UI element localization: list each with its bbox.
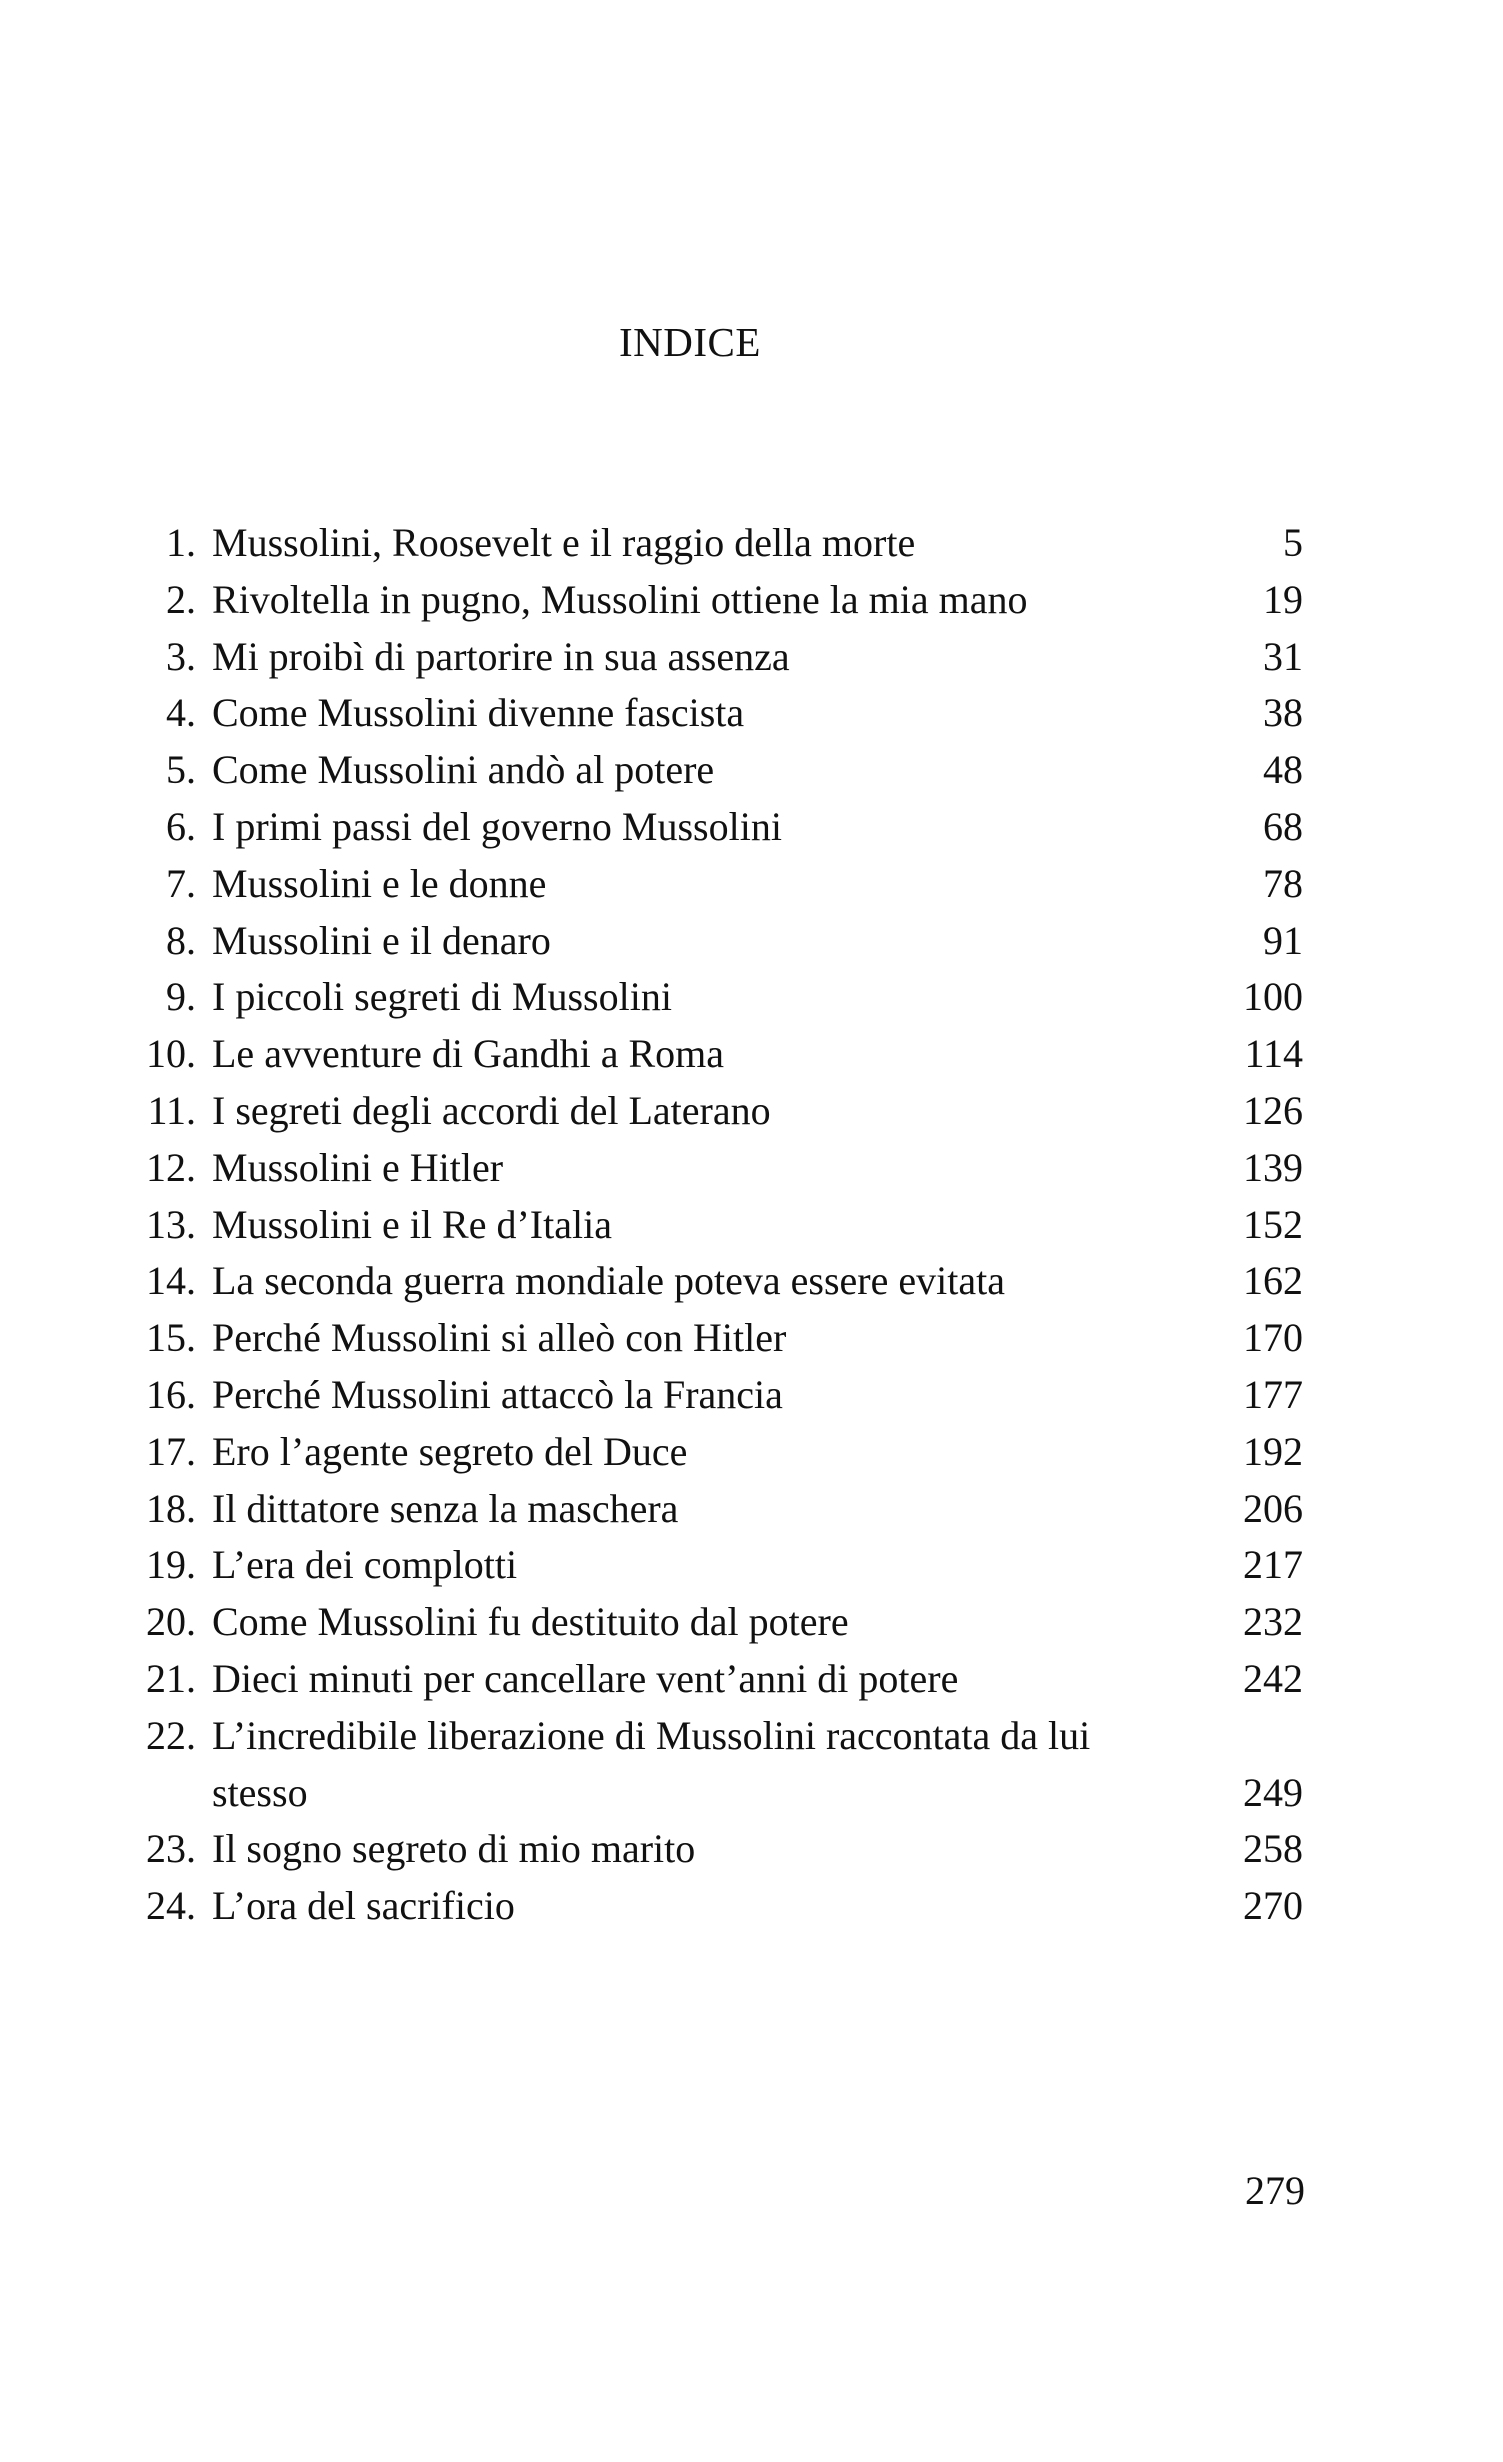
toc-entry-number: 20. bbox=[146, 1599, 196, 1645]
toc-entry bbox=[118, 1253, 1303, 1310]
toc-entry bbox=[118, 913, 1303, 970]
toc-entry bbox=[118, 969, 1303, 1026]
toc-entry-number: 16. bbox=[146, 1371, 196, 1417]
toc-entry-number: 22. bbox=[146, 1712, 196, 1758]
toc-entry-page: 242 bbox=[1243, 1655, 1303, 1701]
toc-entry-title: Come Mussolini fu destituito dal potere bbox=[212, 1599, 849, 1645]
toc-entry-number: 12. bbox=[146, 1144, 196, 1190]
toc-entry bbox=[118, 1367, 1303, 1424]
toc-entry-title: Il sogno segreto di mio marito bbox=[212, 1826, 696, 1872]
toc-entry bbox=[118, 1537, 1303, 1594]
toc-entry-title: Il dittatore senza la maschera bbox=[212, 1485, 679, 1531]
toc-entry bbox=[118, 629, 1303, 686]
toc-entry-page: 152 bbox=[1243, 1201, 1303, 1247]
toc-entry-page: 126 bbox=[1243, 1087, 1303, 1133]
toc-entry-page: 19 bbox=[1263, 576, 1303, 622]
toc-entry bbox=[118, 1424, 1303, 1481]
toc-entry-title: Perché Mussolini si alleò con Hitler bbox=[212, 1315, 787, 1361]
toc-entry-number: 13. bbox=[146, 1201, 196, 1247]
toc-entry bbox=[118, 1310, 1303, 1367]
toc-entry-page: 258 bbox=[1243, 1826, 1303, 1872]
toc-entry-number: 5. bbox=[166, 747, 196, 793]
toc-entry-page: 217 bbox=[1243, 1542, 1303, 1588]
toc-entry-page: 78 bbox=[1263, 860, 1303, 906]
toc-entry-title: Ero l’agente segreto del Duce bbox=[212, 1428, 688, 1474]
toc-entry-number: 2. bbox=[166, 576, 196, 622]
toc-entry-number: 11. bbox=[147, 1087, 196, 1133]
toc-entry-number: 21. bbox=[146, 1655, 196, 1701]
toc-entry bbox=[118, 1140, 1303, 1197]
toc-entry-number: 6. bbox=[166, 803, 196, 849]
toc-entry bbox=[118, 799, 1303, 856]
toc-entry bbox=[118, 1594, 1303, 1651]
toc-entry-page: 139 bbox=[1243, 1144, 1303, 1190]
toc-entry-title: I primi passi del governo Mussolini bbox=[212, 803, 782, 849]
toc-entry-page: 177 bbox=[1243, 1371, 1303, 1417]
toc-entry bbox=[118, 856, 1303, 913]
toc-entry-number: 23. bbox=[146, 1826, 196, 1872]
toc-entry-page: 68 bbox=[1263, 803, 1303, 849]
toc-entry-title: L’incredibile liberazione di Mussolini raccontata da lui stesso bbox=[212, 1712, 1091, 1815]
toc-entry-page: 114 bbox=[1244, 1031, 1303, 1077]
page-title: INDICE bbox=[619, 319, 761, 365]
toc-entry bbox=[118, 1708, 1303, 1822]
table-of-contents bbox=[118, 515, 1303, 1935]
toc-entry-title: I segreti degli accordi del Laterano bbox=[212, 1087, 771, 1133]
toc-entry-number: 10. bbox=[146, 1031, 196, 1077]
toc-entry bbox=[118, 742, 1303, 799]
toc-entry bbox=[118, 515, 1303, 572]
toc-entry-page: 91 bbox=[1263, 917, 1303, 963]
toc-entry-title: La seconda guerra mondiale poteva essere evitata bbox=[212, 1258, 1005, 1304]
toc-entry-title: L’ora del sacrificio bbox=[212, 1883, 515, 1929]
toc-entry-title: Come Mussolini divenne fascista bbox=[212, 690, 745, 736]
toc-entry-page: 192 bbox=[1243, 1428, 1303, 1474]
toc-entry-page: 270 bbox=[1243, 1883, 1303, 1929]
toc-entry-page: 5 bbox=[1283, 520, 1303, 565]
toc-entry-title: Mussolini, Roosevelt e il raggio della morte bbox=[212, 520, 916, 565]
toc-entry-title: Mussolini e il Re d’Italia bbox=[212, 1201, 612, 1247]
toc-entry-number: 18. bbox=[146, 1485, 196, 1531]
toc-entry-title: Rivoltella in pugno, Mussolini ottiene la mia mano bbox=[212, 576, 1028, 622]
toc-entry-title: Mussolini e il denaro bbox=[212, 917, 551, 963]
toc-entry bbox=[118, 1821, 1303, 1878]
toc-entry-page: 162 bbox=[1243, 1258, 1303, 1304]
toc-entry-page: 232 bbox=[1243, 1599, 1303, 1645]
page-number: 279 bbox=[1245, 2168, 1305, 2213]
toc-entry-number: 17. bbox=[146, 1428, 196, 1474]
toc-entry-title: Come Mussolini andò al potere bbox=[212, 747, 715, 793]
toc-entry-page: 206 bbox=[1243, 1485, 1303, 1531]
toc-entry-title: Le avventure di Gandhi a Roma bbox=[212, 1031, 725, 1077]
toc-entry bbox=[118, 1878, 1303, 1935]
toc-entry-number: 14. bbox=[146, 1258, 196, 1304]
toc-entry bbox=[118, 572, 1303, 629]
toc-entry-number: 15. bbox=[146, 1315, 196, 1361]
toc-entry-number: 7. bbox=[166, 860, 196, 906]
toc-entry-title: Mi proibì di partorire in sua assenza bbox=[212, 633, 790, 679]
toc-entry-title: Mussolini e Hitler bbox=[212, 1144, 504, 1190]
toc-entry-number: 8. bbox=[166, 917, 196, 963]
toc-entry-page: 170 bbox=[1243, 1315, 1303, 1361]
toc-entry-number: 1. bbox=[166, 520, 196, 565]
toc-entry-page: 249 bbox=[1243, 1769, 1303, 1815]
toc-entry-number: 3. bbox=[166, 633, 196, 679]
toc-entry-page: 31 bbox=[1263, 633, 1303, 679]
toc-entry-number: 19. bbox=[146, 1542, 196, 1588]
toc-entry-title: L’era dei complotti bbox=[212, 1542, 518, 1588]
toc-entry bbox=[118, 1083, 1303, 1140]
toc-entry-number: 4. bbox=[166, 690, 196, 736]
toc-entry-page: 100 bbox=[1243, 974, 1303, 1020]
toc-entry bbox=[118, 685, 1303, 742]
toc-entry-title: Perché Mussolini attaccò la Francia bbox=[212, 1371, 783, 1417]
toc-entry-title: Dieci minuti per cancellare vent’anni di potere bbox=[212, 1655, 959, 1701]
toc-entry bbox=[118, 1481, 1303, 1538]
toc-entry-title: I piccoli segreti di Mussolini bbox=[212, 974, 672, 1020]
toc-entry-page: 48 bbox=[1263, 747, 1303, 793]
toc-entry bbox=[118, 1026, 1303, 1083]
toc-entry-page: 38 bbox=[1263, 690, 1303, 736]
toc-entry bbox=[118, 1651, 1303, 1708]
toc-entry-number: 9. bbox=[166, 974, 196, 1020]
toc-entry bbox=[118, 1197, 1303, 1254]
toc-entry-number: 24. bbox=[146, 1883, 196, 1929]
toc-entry-title: Mussolini e le donne bbox=[212, 860, 547, 906]
